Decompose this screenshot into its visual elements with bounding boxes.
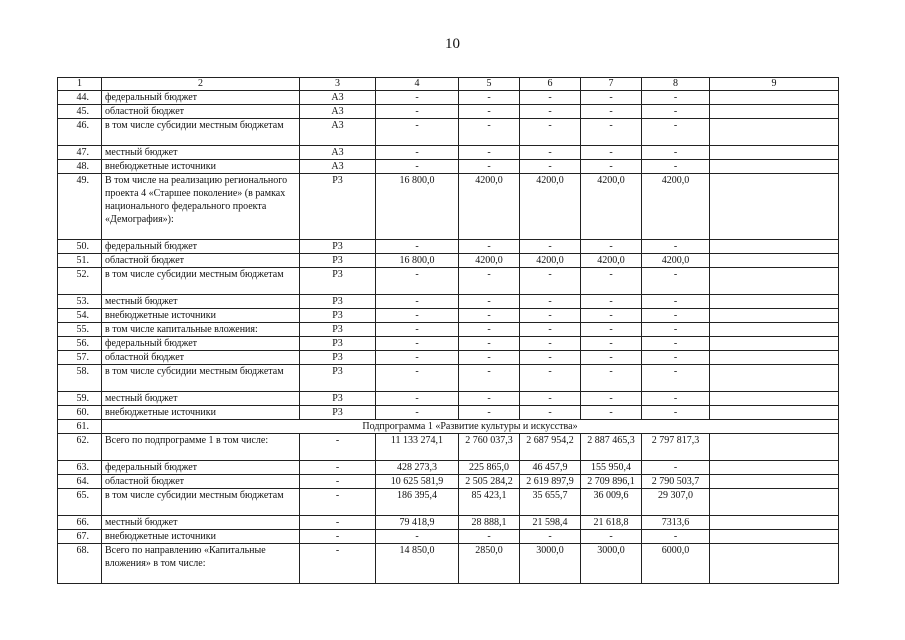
row-number: 65.	[58, 489, 102, 516]
value-cell: -	[520, 323, 581, 337]
value-cell: 225 865,0	[459, 461, 520, 475]
value-cell: 85 423,1	[459, 489, 520, 516]
empty-cell	[710, 434, 839, 461]
table-row	[58, 240, 839, 254]
row-number: 62.	[58, 434, 102, 461]
value-cell: -	[376, 160, 459, 174]
budget-table	[57, 77, 839, 584]
value-cell: -	[459, 91, 520, 105]
value-cell: 2850,0	[459, 544, 520, 584]
table-row	[58, 516, 839, 530]
value-cell: -	[376, 268, 459, 295]
value-cell: -	[581, 365, 642, 392]
row-code: -	[300, 516, 376, 530]
table-row	[58, 406, 839, 420]
row-number: 57.	[58, 351, 102, 365]
row-number: 63.	[58, 461, 102, 475]
row-number: 51.	[58, 254, 102, 268]
row-code: А3	[300, 146, 376, 160]
value-cell: 21 618,8	[581, 516, 642, 530]
row-name: в том числе субсидии местным бюджетам	[102, 268, 300, 295]
value-cell: -	[459, 105, 520, 119]
empty-cell	[710, 351, 839, 365]
value-cell: -	[459, 119, 520, 146]
row-number: 44.	[58, 91, 102, 105]
row-code: -	[300, 489, 376, 516]
row-code: -	[300, 434, 376, 461]
table-row	[58, 119, 839, 146]
table-row	[58, 268, 839, 295]
value-cell: -	[459, 365, 520, 392]
row-name: федеральный бюджет	[102, 337, 300, 351]
table-row	[58, 351, 839, 365]
value-cell: 4200,0	[520, 254, 581, 268]
value-cell: -	[376, 337, 459, 351]
row-name: местный бюджет	[102, 392, 300, 406]
value-cell: 14 850,0	[376, 544, 459, 584]
header-cell: 8	[642, 78, 710, 91]
value-cell: 10 625 581,9	[376, 475, 459, 489]
value-cell: 29 307,0	[642, 489, 710, 516]
value-cell: 2 797 817,3	[642, 434, 710, 461]
table-row	[58, 323, 839, 337]
value-cell: -	[459, 337, 520, 351]
row-number: 54.	[58, 309, 102, 323]
value-cell: -	[642, 530, 710, 544]
value-cell: -	[459, 295, 520, 309]
value-cell: 4200,0	[459, 254, 520, 268]
header-cell: 9	[710, 78, 839, 91]
row-name: в том числе субсидии местным бюджетам	[102, 489, 300, 516]
value-cell: -	[520, 295, 581, 309]
value-cell: -	[376, 392, 459, 406]
row-number: 46.	[58, 119, 102, 146]
row-number: 59.	[58, 392, 102, 406]
row-number: 66.	[58, 516, 102, 530]
row-number: 64.	[58, 475, 102, 489]
table-row	[58, 309, 839, 323]
value-cell: -	[642, 295, 710, 309]
value-cell: 155 950,4	[581, 461, 642, 475]
value-cell: -	[376, 105, 459, 119]
row-code: Р3	[300, 240, 376, 254]
value-cell: -	[642, 119, 710, 146]
row-name: в том числе субсидии местным бюджетам	[102, 119, 300, 146]
value-cell: -	[642, 461, 710, 475]
value-cell: 46 457,9	[520, 461, 581, 475]
value-cell: -	[520, 240, 581, 254]
table-row	[58, 420, 839, 434]
empty-cell	[710, 461, 839, 475]
empty-cell	[710, 406, 839, 420]
empty-cell	[710, 392, 839, 406]
value-cell: 428 273,3	[376, 461, 459, 475]
header-cell: 1	[58, 78, 102, 91]
row-name: местный бюджет	[102, 146, 300, 160]
value-cell: 35 655,7	[520, 489, 581, 516]
value-cell: 21 598,4	[520, 516, 581, 530]
value-cell: -	[376, 365, 459, 392]
value-cell: -	[376, 530, 459, 544]
value-cell: -	[642, 268, 710, 295]
row-code: Р3	[300, 406, 376, 420]
row-name: В том числе на реализацию регионального проекта 4 «Старшее поколение» (в рамках национального федерального проекта «Демография»):	[102, 174, 300, 240]
header-cell: 6	[520, 78, 581, 91]
row-code: Р3	[300, 392, 376, 406]
value-cell: 28 888,1	[459, 516, 520, 530]
row-name: внебюджетные источники	[102, 160, 300, 174]
table-row	[58, 105, 839, 119]
empty-cell	[710, 475, 839, 489]
value-cell: -	[642, 146, 710, 160]
value-cell: 16 800,0	[376, 254, 459, 268]
value-cell: -	[642, 337, 710, 351]
value-cell: -	[642, 91, 710, 105]
row-code: А3	[300, 160, 376, 174]
value-cell: -	[376, 146, 459, 160]
row-name: федеральный бюджет	[102, 240, 300, 254]
value-cell: -	[520, 337, 581, 351]
value-cell: -	[520, 406, 581, 420]
value-cell: -	[520, 530, 581, 544]
value-cell: -	[376, 91, 459, 105]
header-cell: 4	[376, 78, 459, 91]
row-number: 67.	[58, 530, 102, 544]
value-cell: 36 009,6	[581, 489, 642, 516]
value-cell: -	[642, 351, 710, 365]
value-cell: 2 887 465,3	[581, 434, 642, 461]
value-cell: -	[520, 119, 581, 146]
value-cell: -	[376, 295, 459, 309]
table-row	[58, 489, 839, 516]
row-code: Р3	[300, 337, 376, 351]
value-cell: -	[581, 240, 642, 254]
row-code: -	[300, 530, 376, 544]
empty-cell	[710, 544, 839, 584]
row-name: областной бюджет	[102, 351, 300, 365]
row-name: в том числе капитальные вложения:	[102, 323, 300, 337]
row-number: 68.	[58, 544, 102, 584]
table-row	[58, 461, 839, 475]
table-row	[58, 160, 839, 174]
value-cell: -	[520, 351, 581, 365]
value-cell: -	[520, 309, 581, 323]
row-code: Р3	[300, 323, 376, 337]
empty-cell	[710, 160, 839, 174]
value-cell: -	[581, 530, 642, 544]
value-cell: -	[581, 160, 642, 174]
table-row	[58, 91, 839, 105]
row-name: Всего по направлению «Капитальные вложения» в том числе:	[102, 544, 300, 584]
header-cell: 7	[581, 78, 642, 91]
row-name: областной бюджет	[102, 105, 300, 119]
empty-cell	[710, 240, 839, 254]
row-number: 48.	[58, 160, 102, 174]
value-cell: 4200,0	[520, 174, 581, 240]
table-row	[58, 544, 839, 584]
row-code: Р3	[300, 268, 376, 295]
header-cell: 5	[459, 78, 520, 91]
page-number: 10	[445, 36, 460, 52]
empty-cell	[710, 105, 839, 119]
value-cell: -	[642, 160, 710, 174]
value-cell: 2 760 037,3	[459, 434, 520, 461]
value-cell: 4200,0	[642, 254, 710, 268]
row-number: 58.	[58, 365, 102, 392]
value-cell: -	[459, 530, 520, 544]
value-cell: -	[581, 337, 642, 351]
row-name: внебюджетные источники	[102, 530, 300, 544]
value-cell: 6000,0	[642, 544, 710, 584]
value-cell: -	[459, 146, 520, 160]
empty-cell	[710, 365, 839, 392]
row-code: А3	[300, 105, 376, 119]
table-row	[58, 392, 839, 406]
row-number: 47.	[58, 146, 102, 160]
row-code: Р3	[300, 365, 376, 392]
row-name: местный бюджет	[102, 516, 300, 530]
row-code: -	[300, 461, 376, 475]
row-code: Р3	[300, 309, 376, 323]
row-code: А3	[300, 91, 376, 105]
table-row	[58, 434, 839, 461]
value-cell: -	[459, 309, 520, 323]
table-row	[58, 146, 839, 160]
value-cell: -	[459, 351, 520, 365]
empty-cell	[710, 91, 839, 105]
value-cell: 7313,6	[642, 516, 710, 530]
value-cell: -	[459, 406, 520, 420]
row-name: местный бюджет	[102, 295, 300, 309]
empty-cell	[710, 146, 839, 160]
row-name: федеральный бюджет	[102, 91, 300, 105]
value-cell: -	[581, 406, 642, 420]
value-cell: -	[459, 392, 520, 406]
value-cell: 2 505 284,2	[459, 475, 520, 489]
value-cell: 2 790 503,7	[642, 475, 710, 489]
row-code: -	[300, 544, 376, 584]
row-name: Всего по подпрограмме 1 в том числе:	[102, 434, 300, 461]
value-cell: 4200,0	[459, 174, 520, 240]
value-cell: -	[581, 351, 642, 365]
value-cell: -	[581, 105, 642, 119]
value-cell: -	[376, 351, 459, 365]
empty-cell	[710, 309, 839, 323]
value-cell: -	[520, 365, 581, 392]
header-cell: 3	[300, 78, 376, 91]
table-row	[58, 295, 839, 309]
value-cell: -	[581, 323, 642, 337]
value-cell: -	[376, 406, 459, 420]
table-row	[58, 530, 839, 544]
empty-cell	[710, 295, 839, 309]
row-number: 61.	[58, 420, 102, 434]
row-code: Р3	[300, 174, 376, 240]
row-code: А3	[300, 119, 376, 146]
value-cell: -	[581, 91, 642, 105]
value-cell: -	[459, 240, 520, 254]
row-number: 50.	[58, 240, 102, 254]
row-name: федеральный бюджет	[102, 461, 300, 475]
value-cell: -	[581, 119, 642, 146]
value-cell: 4200,0	[642, 174, 710, 240]
row-number: 53.	[58, 295, 102, 309]
value-cell: 79 418,9	[376, 516, 459, 530]
row-number: 52.	[58, 268, 102, 295]
empty-cell	[710, 516, 839, 530]
value-cell: -	[642, 309, 710, 323]
value-cell: 2 619 897,9	[520, 475, 581, 489]
table-row	[58, 254, 839, 268]
table-row	[58, 174, 839, 240]
row-number: 56.	[58, 337, 102, 351]
value-cell: 2 709 896,1	[581, 475, 642, 489]
value-cell: -	[642, 105, 710, 119]
row-code: -	[300, 475, 376, 489]
value-cell: -	[459, 160, 520, 174]
row-code: Р3	[300, 295, 376, 309]
value-cell: -	[376, 309, 459, 323]
value-cell: 11 133 274,1	[376, 434, 459, 461]
value-cell: 186 395,4	[376, 489, 459, 516]
value-cell: -	[520, 105, 581, 119]
row-name: областной бюджет	[102, 254, 300, 268]
empty-cell	[710, 119, 839, 146]
header-cell: 2	[102, 78, 300, 91]
empty-cell	[710, 268, 839, 295]
empty-cell	[710, 337, 839, 351]
table-row	[58, 365, 839, 392]
value-cell: -	[459, 268, 520, 295]
empty-cell	[710, 254, 839, 268]
row-number: 49.	[58, 174, 102, 240]
value-cell: -	[581, 295, 642, 309]
value-cell: -	[520, 146, 581, 160]
row-number: 55.	[58, 323, 102, 337]
value-cell: -	[520, 392, 581, 406]
value-cell: -	[581, 392, 642, 406]
row-code: Р3	[300, 254, 376, 268]
row-code: Р3	[300, 351, 376, 365]
value-cell: -	[642, 240, 710, 254]
value-cell: -	[520, 268, 581, 295]
table-header-row	[58, 78, 839, 91]
value-cell: -	[376, 240, 459, 254]
empty-cell	[710, 530, 839, 544]
value-cell: -	[642, 365, 710, 392]
row-name: в том числе субсидии местным бюджетам	[102, 365, 300, 392]
row-number: 60.	[58, 406, 102, 420]
value-cell: 2 687 954,2	[520, 434, 581, 461]
row-number: 45.	[58, 105, 102, 119]
value-cell: -	[459, 323, 520, 337]
row-name: внебюджетные источники	[102, 406, 300, 420]
value-cell: -	[642, 323, 710, 337]
value-cell: 3000,0	[581, 544, 642, 584]
value-cell: -	[581, 146, 642, 160]
value-cell: -	[581, 268, 642, 295]
value-cell: 16 800,0	[376, 174, 459, 240]
value-cell: -	[642, 392, 710, 406]
value-cell: -	[642, 406, 710, 420]
empty-cell	[710, 323, 839, 337]
value-cell: 4200,0	[581, 254, 642, 268]
empty-cell	[710, 489, 839, 516]
value-cell: -	[520, 160, 581, 174]
subprogram-title: Подпрограмма 1 «Развитие культуры и искусства»	[102, 420, 839, 434]
row-name: областной бюджет	[102, 475, 300, 489]
value-cell: 4200,0	[581, 174, 642, 240]
row-name: внебюджетные источники	[102, 309, 300, 323]
value-cell: -	[520, 91, 581, 105]
value-cell: -	[581, 309, 642, 323]
value-cell: 3000,0	[520, 544, 581, 584]
empty-cell	[710, 174, 839, 240]
table-row	[58, 475, 839, 489]
value-cell: -	[376, 323, 459, 337]
table-row	[58, 337, 839, 351]
value-cell: -	[376, 119, 459, 146]
